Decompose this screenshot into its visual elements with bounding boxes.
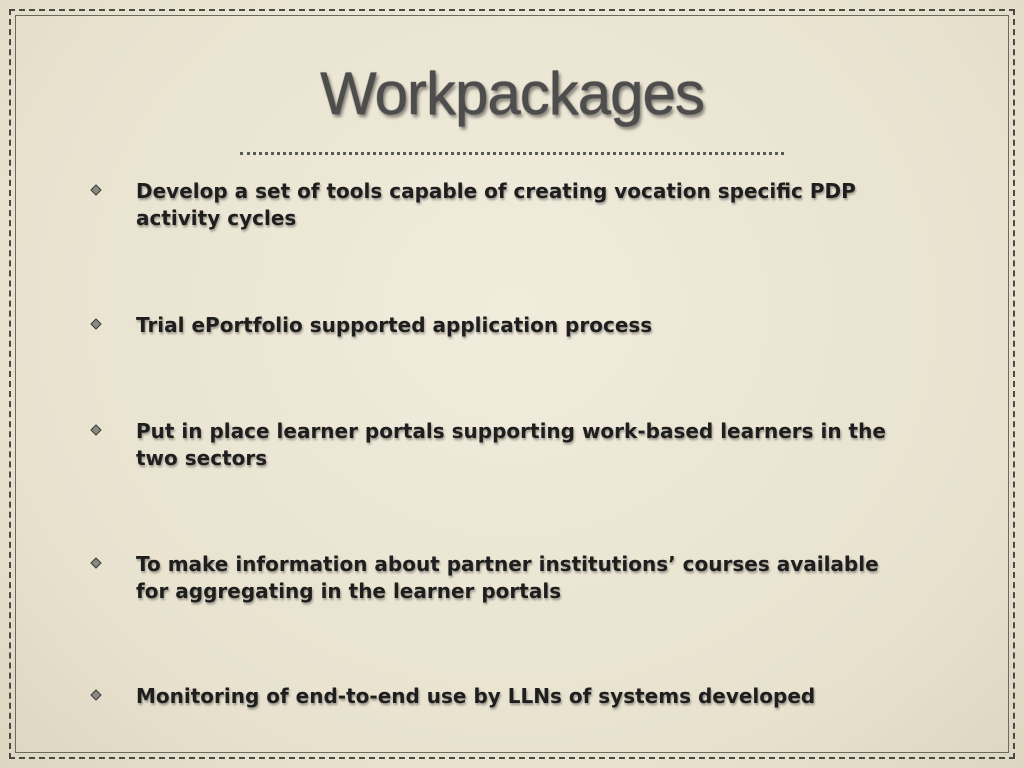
diamond-bullet-icon xyxy=(90,424,102,436)
diamond-bullet-icon xyxy=(90,689,102,701)
diamond-bullet-icon xyxy=(90,557,102,569)
bullet-text: Put in place learner portals supporting work-based learners in the two sectors xyxy=(136,419,886,470)
diamond-bullet-icon xyxy=(90,318,102,330)
bullet-text: Trial ePortfolio supported application process xyxy=(136,313,653,337)
bullet-text: Develop a set of tools capable of creating vocation specific PDP activity cycles xyxy=(136,179,856,230)
bullet-text: Monitoring of end-to-end use by LLNs of systems developed xyxy=(136,684,816,708)
bullet-text: To make information about partner institutions’ courses available for aggregating in the learner portals xyxy=(136,552,879,603)
slide-title: Workpackages xyxy=(320,60,704,127)
diamond-bullet-icon xyxy=(90,184,102,196)
